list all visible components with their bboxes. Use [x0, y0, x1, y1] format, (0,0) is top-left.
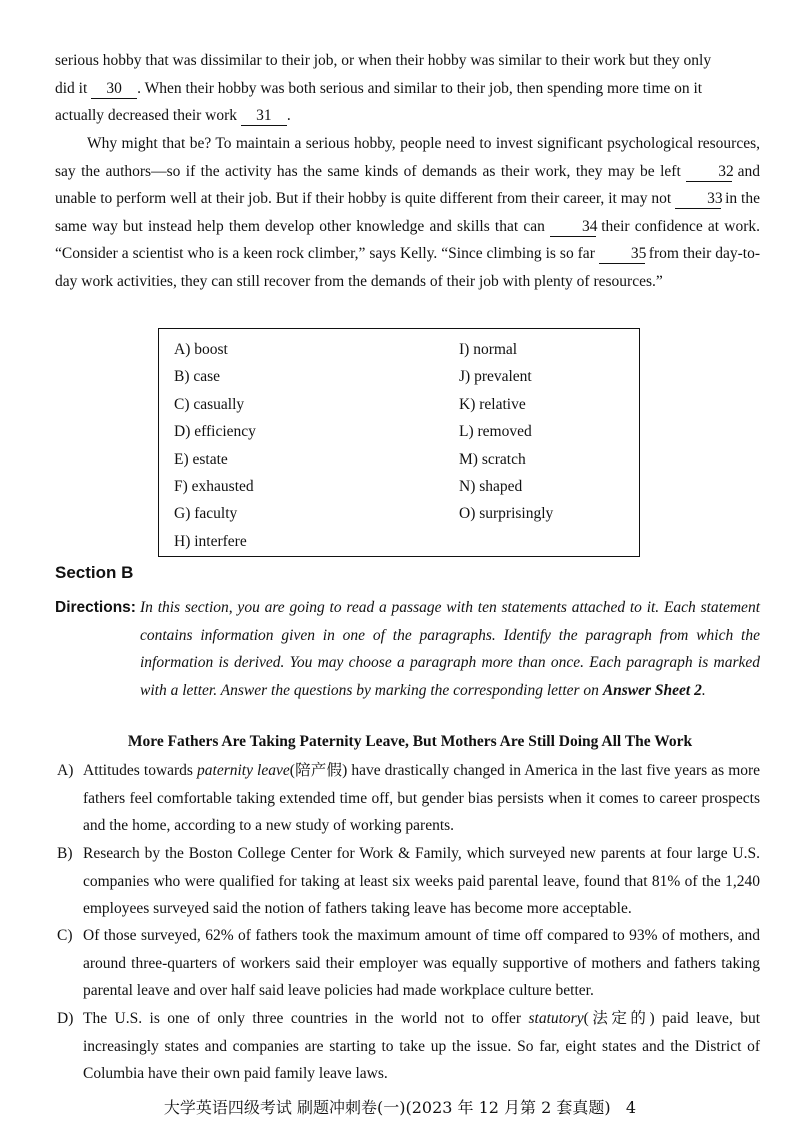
gloss: (法定的)	[583, 1010, 655, 1027]
answer-sheet-ref: Answer Sheet 2	[602, 681, 702, 699]
word-option[interactable]: O) surprisingly	[459, 505, 554, 523]
blank-32[interactable]: 32	[686, 163, 732, 182]
term-paternity-leave: paternity leave	[197, 762, 290, 779]
blank-30[interactable]: 30	[91, 80, 137, 99]
word-option[interactable]: F) exhausted	[174, 477, 254, 495]
paragraph-letter: C)	[57, 927, 73, 944]
word-option[interactable]: I) normal	[459, 341, 518, 358]
word-bank	[158, 328, 640, 557]
p1-line-3: actually decreased their work 31 .	[55, 107, 291, 124]
paragraph-a-text: Attitudes towards paternity leave(陪产假) have drastically changed in America in the last five years as more fathers feel comfortable taking extended time off, but gender bias persists when it comes to career prospects and the home, according to a new study of working parents.	[83, 762, 761, 834]
word-option[interactable]: J) prevalent	[459, 368, 532, 386]
page-number: 4	[625, 1098, 637, 1117]
passage-paragraph-1	[55, 47, 760, 130]
section-b-heading: Section B	[55, 563, 134, 582]
paragraph-letter: A)	[57, 762, 74, 779]
word-option[interactable]: M) scratch	[459, 450, 526, 468]
word-option[interactable]: E) estate	[174, 450, 228, 468]
paragraph-letter: B)	[57, 845, 73, 862]
paragraph-c-text: Of those surveyed, 62% of fathers took the maximum amount of time off compared to 93% of mothers, and around three-quarters of workers said their employer was equally supportive of mothers and fathers taking parental leave and over half said leave policies had made workplace culture better.	[83, 927, 760, 999]
word-option[interactable]: L) removed	[459, 423, 532, 441]
word-option[interactable]: N) shaped	[459, 477, 523, 495]
paragraph-letter: D)	[57, 1010, 74, 1027]
word-option[interactable]: K) relative	[459, 395, 526, 413]
p1-line-1: serious hobby that was dissimilar to their job, or when their hobby was similar to their work but they only	[55, 52, 712, 69]
word-option[interactable]: B) case	[174, 368, 221, 386]
blank-35[interactable]: 35	[599, 245, 645, 264]
word-bank-left-column	[174, 336, 256, 555]
paragraph-d-text: The U.S. is one of only three countries in the world not to offer statutory(法定的) paid leave, but increasingly states and companies are starting to take up the issue. So far, eight states and the District of Columbia have their own paid family leave laws.	[83, 1010, 761, 1082]
word-bank-right-column	[459, 336, 553, 528]
directions-text: In this section, you are going to read a passage with ten statements attached to it. Each statement contains information given in one of the paragraphs. Identify the paragraph from which the information is derived. You may choose a paragraph more than once. Each paragraph is marked with a letter. Answer the questions by marking the corresponding letter on Answer Sheet 2.	[140, 599, 760, 699]
word-option[interactable]: A) boost	[174, 341, 228, 358]
term-statutory: statutory	[528, 1010, 584, 1027]
blank-34[interactable]: 34	[550, 218, 596, 237]
paragraph-b-text: Research by the Boston College Center for Work & Family, which surveyed new parents at four large U.S. companies who were qualified for taking at least six weeks paid parental leave, found that 81% of the 1,240 employees surveyed said the notion of fathers taking leave has become more acceptable.	[83, 845, 760, 917]
gloss: (陪产假)	[289, 762, 348, 779]
page-footer	[0, 1095, 800, 1118]
passage-paragraph-2: Why might that be? To maintain a serious hobby, people need to invest significant psychological resources, say the authors—so if the activity has the same kinds of demands as their work, they may be left 32 and unable to perform well at their job. But if their hobby is quite different from their career, it may not 33 in the same way but instead help them develop other knowledge and skills that can 34 their confidence at work. “Consider a scientist who is a keen rock climber,” says Kelly. “Since climbing is so far 35 from their day-to-day work activities, they can still recover from the demands of their job with plenty of resources.”	[55, 135, 761, 290]
word-option[interactable]: H) interfere	[174, 532, 247, 550]
blank-31[interactable]: 31	[241, 107, 287, 126]
blank-33[interactable]: 33	[675, 190, 721, 209]
directions-label: Directions:	[55, 599, 136, 616]
footer-title: 大学英语四级考试 刷题冲刺卷(一)(2023 年 12 月第 2 套真题)	[163, 1098, 611, 1117]
p1-line-2: did it 30 . When their hobby was both serious and similar to their job, then spending more time on it	[55, 79, 703, 97]
word-option[interactable]: D) efficiency	[174, 423, 256, 441]
word-option[interactable]: C) casually	[174, 395, 245, 413]
article-title: More Fathers Are Taking Paternity Leave, But Mothers Are Still Doing All The Work	[127, 733, 693, 750]
word-option[interactable]: G) faculty	[174, 505, 238, 523]
